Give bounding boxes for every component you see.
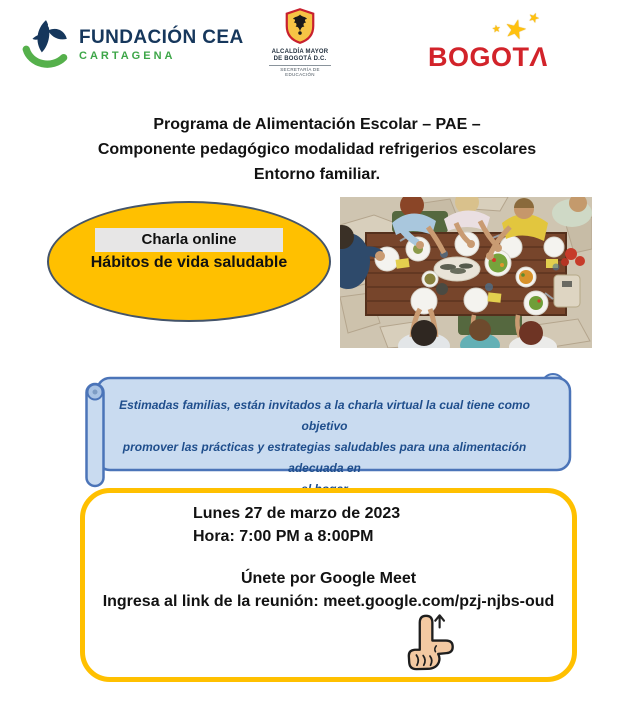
alcaldia-name-line2: DE BOGOTÁ D.C. — [273, 56, 327, 62]
fundacion-cea-logo — [20, 16, 244, 73]
bogota-lambda-glyph: Λ — [527, 42, 550, 72]
alcaldia-name-line1: ALCALDÍA MAYOR — [271, 49, 329, 55]
event-meet-block — [85, 567, 572, 613]
invitation-line-2: promover las prácticas y estrategias saludables para una alimentación adecuada en — [122, 440, 527, 475]
bogota-wordmark: BOGOTΛ — [428, 42, 550, 72]
cea-brand-bold-text: CEA — [202, 27, 244, 48]
event-time: Hora: 7:00 PM a 8:00PM — [193, 528, 374, 545]
bogota-logo — [424, 8, 554, 78]
alcaldia-bogota-logo — [256, 8, 344, 77]
event-link-label: Ingresa al link de la reunión: — [102, 593, 324, 610]
title-line-1: Programa de Alimentación Escolar – PAE – — [153, 116, 481, 133]
charla-ellipse — [47, 201, 331, 322]
cea-logo-text — [79, 27, 244, 62]
title-line-3: Entorno familiar. — [253, 166, 381, 183]
invitation-text — [107, 395, 542, 500]
cea-city-text: CARTAGENA — [79, 50, 176, 62]
title-line-2: Componente pedagógico modalidad refrigerios escolares — [97, 141, 537, 158]
bogota-star-big-icon: ★ — [500, 11, 531, 47]
event-when-block — [193, 502, 400, 548]
page-title — [0, 112, 634, 187]
cea-brand-text: FUNDACIÓN — [79, 27, 197, 48]
charla-online-badge: Charla online — [95, 228, 283, 252]
event-join-text: Únete por Google Meet — [240, 570, 417, 587]
family-lunch-photo — [340, 197, 592, 348]
bogota-star-tiny-icon: ★ — [525, 8, 543, 27]
cea-mark-icon — [20, 16, 72, 73]
alcaldia-shield-icon — [285, 31, 315, 48]
pointing-up-hand-icon — [397, 611, 459, 673]
invitation-line-1: Estimadas familias, están invitados a la charla virtual la cual tiene como objetivo — [119, 398, 530, 433]
bogota-star-small-icon: ★ — [491, 23, 502, 36]
charla-subtitle: Hábitos de vida saludable — [90, 254, 288, 271]
invitation-scroll-banner — [85, 372, 582, 490]
event-details-box — [80, 488, 577, 682]
meeting-link[interactable]: meet.google.com/pzj-njbs-oud — [323, 593, 555, 610]
alcaldia-secretaria-text: SECRETARÍA DE EDUCACIÓN — [269, 65, 331, 77]
event-date: Lunes 27 de marzo de 2023 — [193, 505, 401, 522]
event-link-line — [85, 590, 572, 613]
